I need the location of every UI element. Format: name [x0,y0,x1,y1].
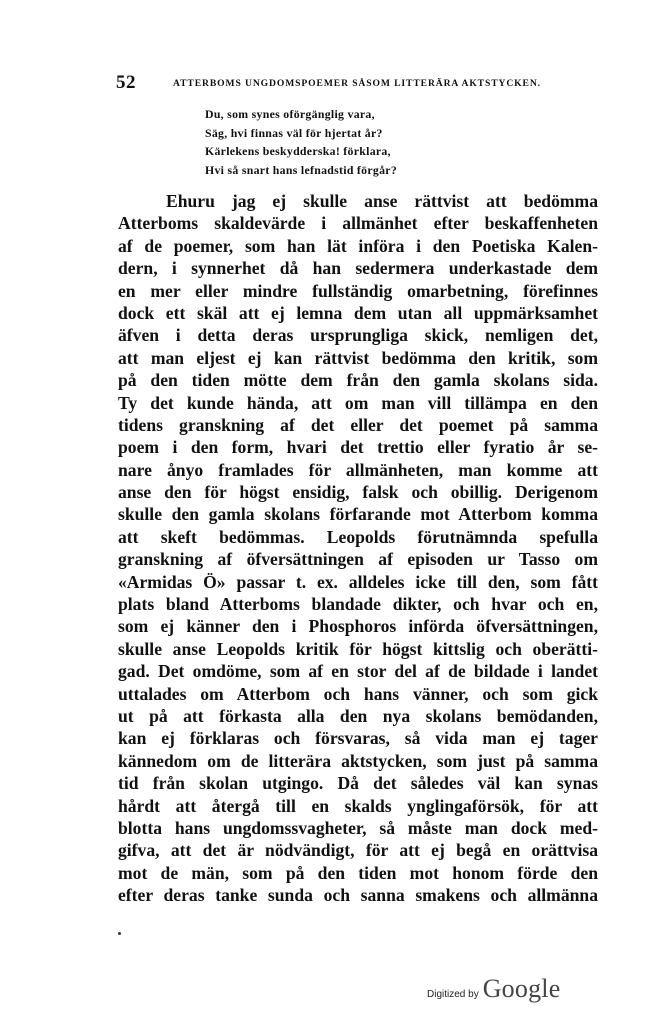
page-number: 52 [116,72,136,93]
text-line: blotta hans ungdomssvagheter, så måste man dock med- [118,817,598,838]
text-line: äfven i detta deras ursprungliga skick, nemligen det, [118,325,598,346]
text-line: på den tiden mötte dem från den gamla skolans sida. [118,370,598,391]
text-line: ut på att förkasta alla den nya skolans bemödanden, [118,705,598,726]
poem-line: Du, som synes oförgänglig vara, [205,107,375,121]
text-line: af de poemer, som han lät införa i den Poetiska Kalen- [118,235,598,256]
text-line: nare ånyo framlades för allmänheten, man komme att [118,459,598,480]
text-line: gad. Det omdöme, som af en stor del af de bildade i landet [118,661,598,682]
text-line: att man eljest ej kan rättvist bedömma den kritik, som [118,347,598,368]
text-line: dock ett skäl att ej lemna dem utan all uppmärksamhet [118,302,598,323]
text-line: dern, i synnerhet då han sedermera underkastade dem [118,258,598,279]
page-header [116,72,596,94]
text-line: Atterboms skaldevärde i allmänhet efter beskaffenheten [118,213,598,234]
text-line: plats bland Atterboms blandade dikter, och hvar och en, [118,594,598,615]
text-line: mot de män, som på den tiden mot honom förde den [118,862,598,883]
google-logo: Google [482,974,561,1003]
text-line: granskning af öfversättningen af episoden ur Tasso om [118,549,598,570]
text-line: hårdt att återgå till en skalds ynglingaförsök, för att [118,795,598,816]
text-line: Ty det kunde hända, att om man vill tillämpa en den [118,392,598,413]
text-line: gifva, att det är nödvändigt, för att ej begå en orättvisa [118,840,598,861]
text-line: kännedom om de litterära aktstycken, som just på samma [118,750,598,771]
text-line: anse den för högst ensidig, falsk och obillig. Derigenom [118,482,598,503]
digitized-by-label: Digitized by [427,989,479,1000]
text-line: uttalades om Atterbom och hans vänner, och som gick [118,683,598,704]
text-line: skulle anse Leopolds kritik för högst kittslig och oberätti- [118,638,598,659]
text-line: Ehuru jag ej skulle anse rättvist att bedömma [166,191,598,211]
text-line: en mer eller mindre fullständig omarbetning, förefinnes [118,280,598,301]
ink-speck [118,932,121,935]
poem-line: Kärlekens beskydderska! förklara, [205,144,391,159]
running-head: ATTERBOMS UNGDOMSPOEMER SÅSOM LITTERÄRA AKTSTYCKEN. [173,78,541,89]
text-line: poem i den form, hvari det trettio eller fyratio år se- [118,437,598,458]
text-line: tid från skolan utgingo. Då det således väl kan synas [118,773,598,794]
poem-line: Säg, hvi finnas väl för hjertat år? [205,125,383,140]
text-line: kan ej förklaras och försvaras, så vida man ej tager [118,728,598,749]
text-line: som ej känner den i Phosphoros införda öfversättningen, [118,616,598,637]
text-line: skulle den gamla skolans förfarande mot Atterbom komma [118,504,598,525]
poem-line: Hvi så snart hans lefnadstid förgår? [205,162,398,177]
text-line: tidens granskning af det eller det poemet på samma [118,414,598,435]
text-line: efter deras tanke sunda och sanna smakens och allmänna [118,885,598,906]
text-line: «Armidas Ö» passar t. ex. alldeles icke till den, som fått [118,571,598,592]
digitized-by-google-watermark [427,974,560,1014]
body-paragraph [118,190,598,907]
text-line: att skeft bedömmas. Leopolds förutnämnda spefulla [118,526,598,547]
poem-quote [205,105,565,179]
